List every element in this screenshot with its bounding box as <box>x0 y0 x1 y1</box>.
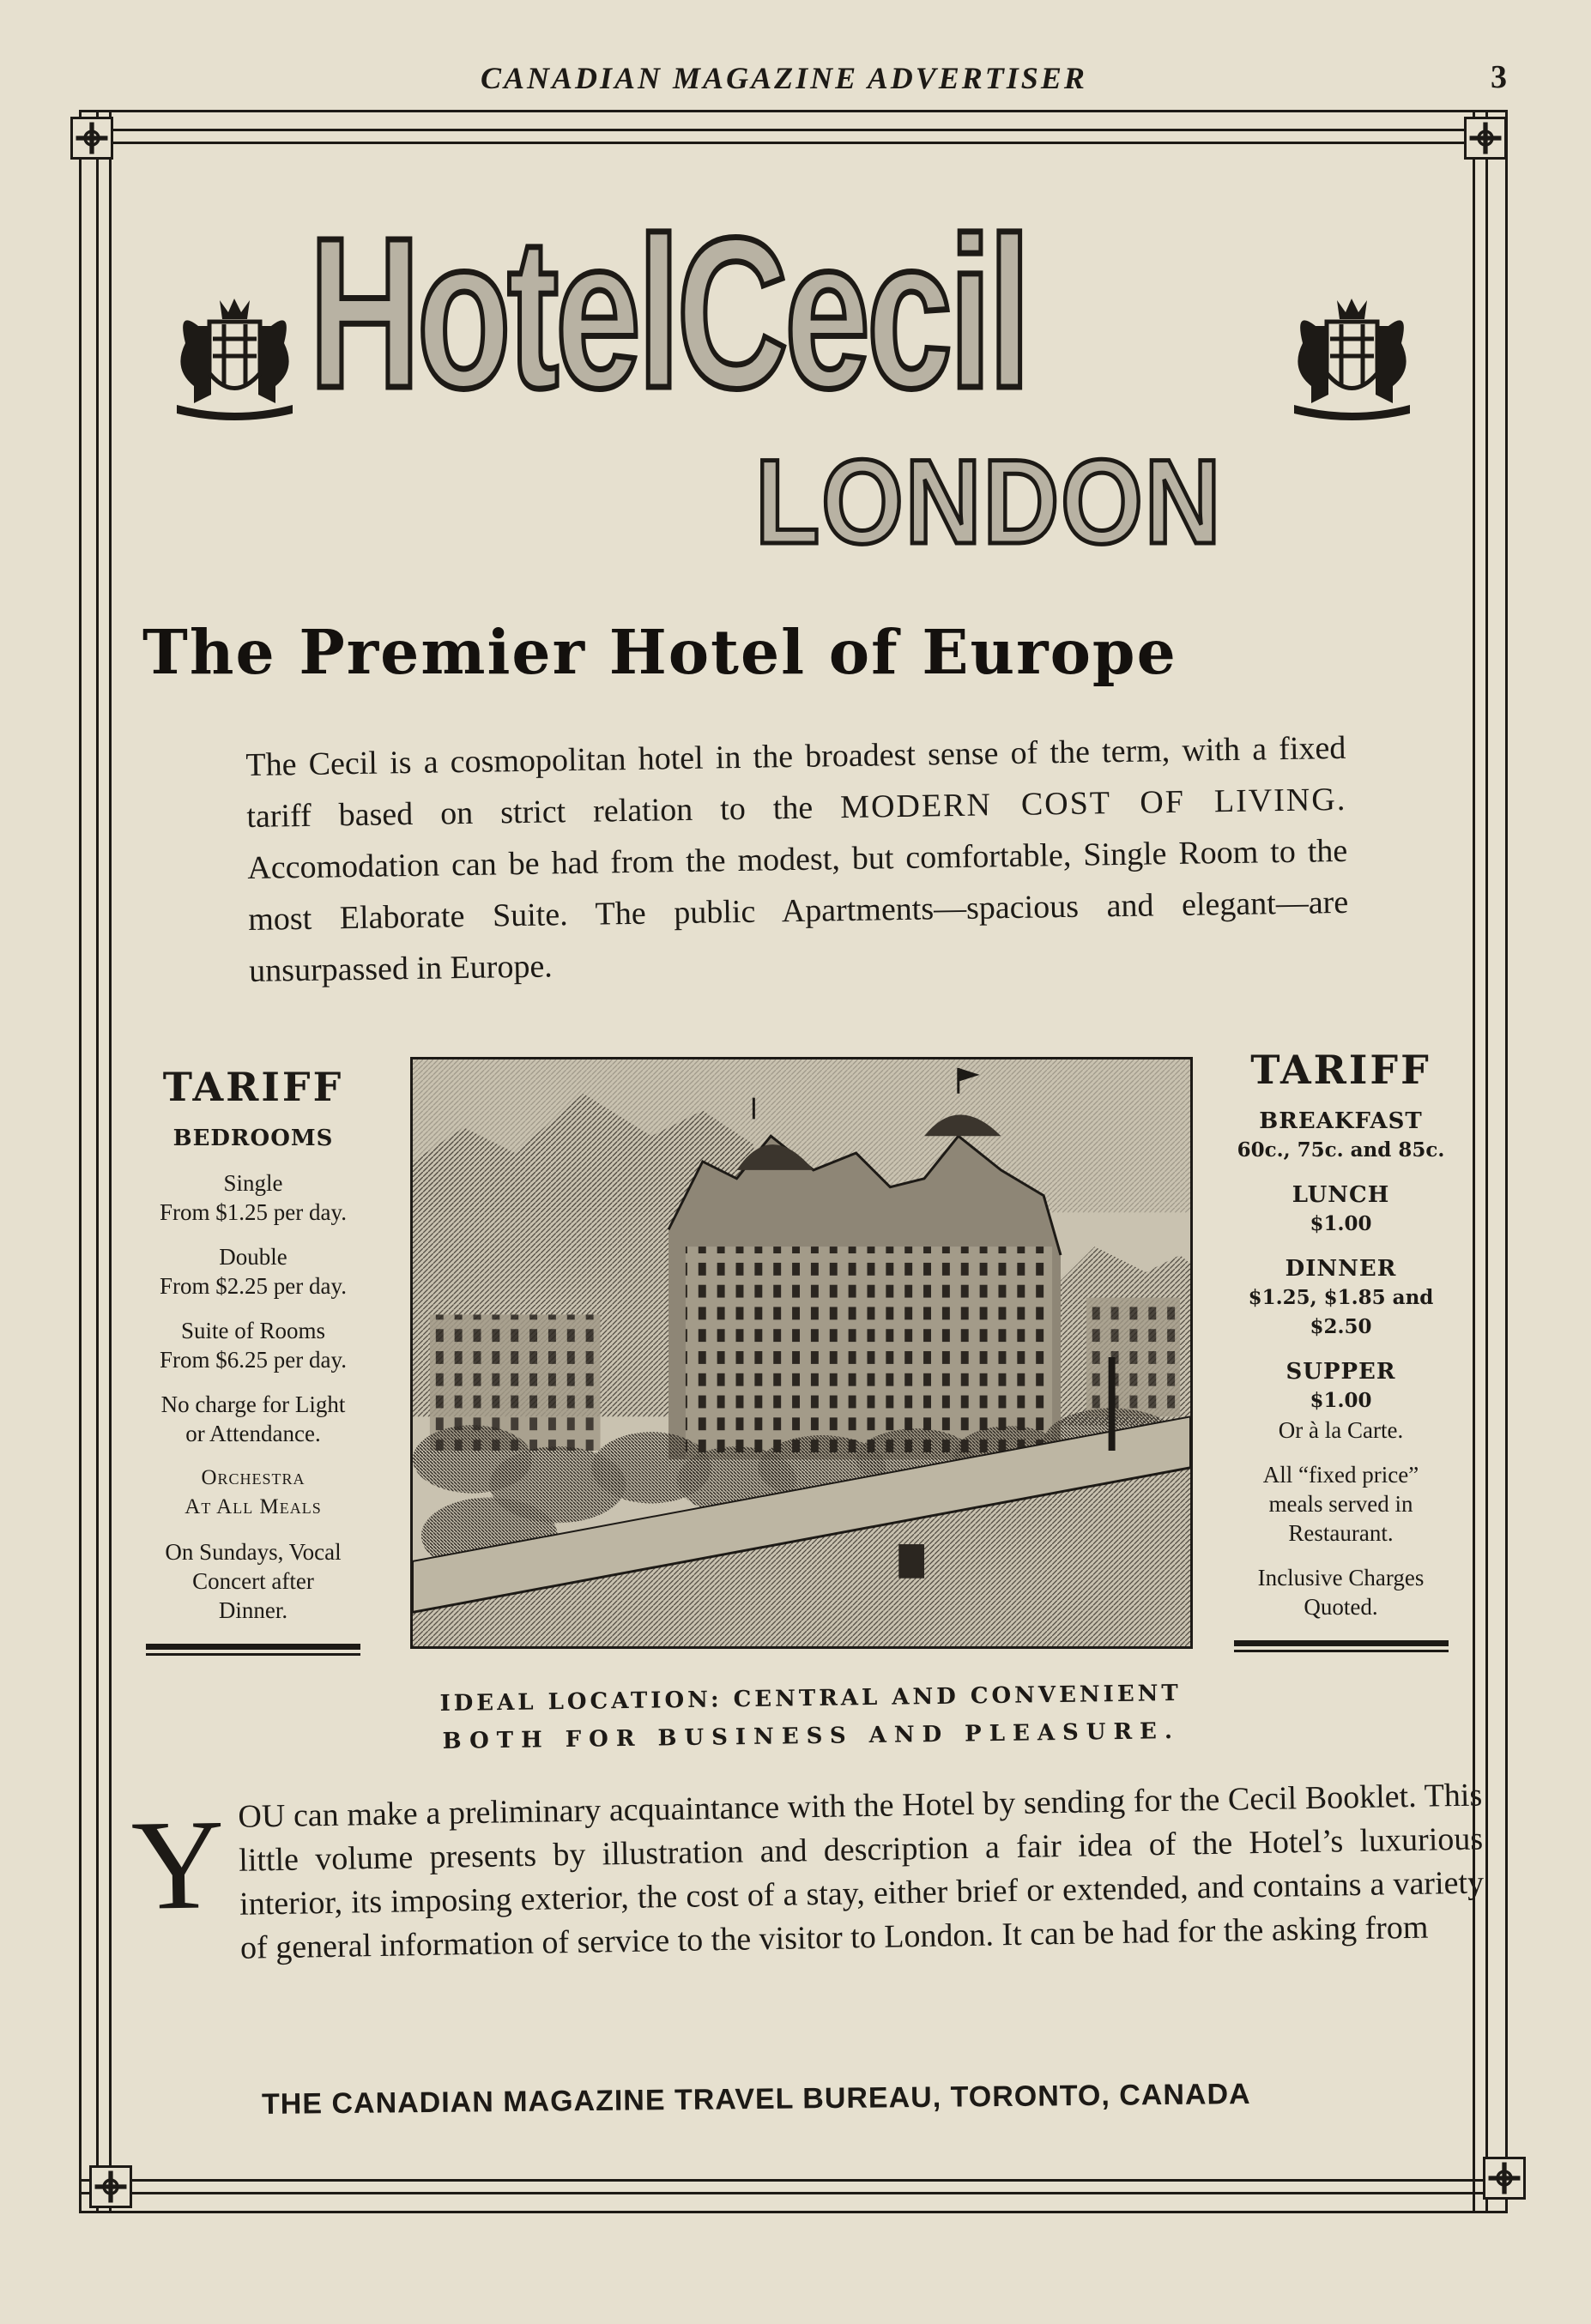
breakfast-price: 60c., 75c. and 85c. <box>1237 1138 1445 1162</box>
dinner-price-1: $1.25, $1.85 and <box>1248 1286 1434 1309</box>
location-line-1: IDEAL LOCATION: CENTRAL AND CONVENIENT <box>439 1680 1183 1717</box>
supper-heading: SUPPER <box>1286 1359 1396 1385</box>
border-rail-top <box>79 129 1508 144</box>
ornamental-cross-icon <box>70 117 113 160</box>
location-line-2: BOTH FOR BUSINESS AND PLEASURE. <box>442 1718 1181 1754</box>
suite-label: Suite of Rooms <box>180 1318 325 1343</box>
single-label: Single <box>223 1170 283 1196</box>
intro-text-1: The Cecil is a cosmopolitan hotel in the broadest sense of the term, with a fixed tariff based on strict relation to the <box>245 729 1346 835</box>
sundays-line-1: On Sundays, Vocal <box>165 1539 342 1565</box>
supper-price: $1.00 <box>1310 1389 1372 1412</box>
fixed-price-line-2: meals served in <box>1268 1491 1413 1517</box>
breakfast-heading: BREAKFAST <box>1259 1108 1423 1134</box>
divider-bar <box>1234 1640 1449 1652</box>
tariff-meals <box>1227 1047 1455 1652</box>
tariff-heading: TARIFF <box>1250 1047 1431 1093</box>
page-header <box>0 53 1591 101</box>
dinner-price-2: $2.50 <box>1310 1315 1372 1338</box>
ornamental-cross-icon <box>1483 2157 1526 2200</box>
no-charge-line-1: No charge for Light <box>160 1391 346 1417</box>
heraldic-crest-icon <box>160 292 310 420</box>
border-rail-bottom <box>79 2179 1508 2194</box>
travel-bureau-line: THE CANADIAN MAGAZINE TRAVEL BUREAU, TORONTO, CANADA <box>261 2077 1251 2122</box>
divider-bar <box>146 1644 360 1656</box>
ornamental-cross-icon <box>1464 117 1507 160</box>
tariff-heading: TARIFF <box>162 1064 344 1110</box>
hotel-title-block <box>309 193 1279 455</box>
a-la-carte: Or à la Carte. <box>1278 1417 1404 1443</box>
booklet-text: OU can make a preliminary acquaintance with the Hotel by sending for the Cecil Booklet. This little volume presents by illustration and description a fair idea of the Hotel’s luxurious interior, its imposing exterior, the cost of a stay, either brief or extended, and contains a variety of general information of service to the visitor to London. It can be had for the asking from <box>238 1777 1485 1966</box>
tariff-rooms <box>137 1064 369 1656</box>
ornamental-cross-icon <box>89 2165 132 2208</box>
inclusive-line-2: Quoted. <box>1304 1594 1378 1620</box>
bedrooms-heading: BEDROOMS <box>172 1126 334 1151</box>
double-price: From $2.25 per day. <box>160 1273 347 1299</box>
sundays-line-3: Dinner. <box>218 1597 288 1623</box>
drop-cap: Y <box>130 1793 227 1937</box>
intro-text-2: Accomodation can be had from the modest, but comfortable, Single Room to the most Elaborate Suite. The public Apartments—spacious and elegant—are unsurpassed in Europe. <box>247 832 1349 989</box>
intro-smallcaps: MODERN COST OF LIVING. <box>839 781 1347 826</box>
orchestra-line-1: Orchestra <box>201 1466 305 1489</box>
fixed-price-line-1: All “fixed price” <box>1262 1462 1419 1488</box>
city-name: LONDON <box>755 434 1223 569</box>
running-title: CANADIAN MAGAZINE ADVERTISER <box>481 61 1087 95</box>
suite-price: From $6.25 per day. <box>160 1347 347 1373</box>
hotel-name: HotelCecil <box>309 193 1028 432</box>
intro-paragraph <box>245 722 1350 997</box>
page-number: 3 <box>1491 59 1507 95</box>
single-price: From $1.25 per day. <box>160 1199 347 1225</box>
border-rail-left <box>96 110 112 2213</box>
hotel-building-engraving <box>410 1057 1193 1649</box>
fixed-price-line-3: Restaurant. <box>1288 1520 1394 1546</box>
inclusive-line-1: Inclusive Charges <box>1257 1565 1425 1591</box>
double-label: Double <box>219 1244 287 1270</box>
lunch-price: $1.00 <box>1310 1212 1372 1235</box>
tagline: The Premier Hotel of Europe <box>142 616 1177 688</box>
orchestra-line-2: At All Meals <box>185 1495 322 1518</box>
dinner-heading: DINNER <box>1285 1256 1397 1282</box>
location-caption <box>411 1675 1210 1761</box>
lunch-heading: LUNCH <box>1292 1182 1390 1208</box>
no-charge-line-2: or Attendance. <box>185 1421 321 1446</box>
heraldic-crest-icon <box>1277 292 1427 420</box>
booklet-paragraph <box>130 1773 1491 2037</box>
sundays-line-2: Concert after <box>192 1568 314 1594</box>
